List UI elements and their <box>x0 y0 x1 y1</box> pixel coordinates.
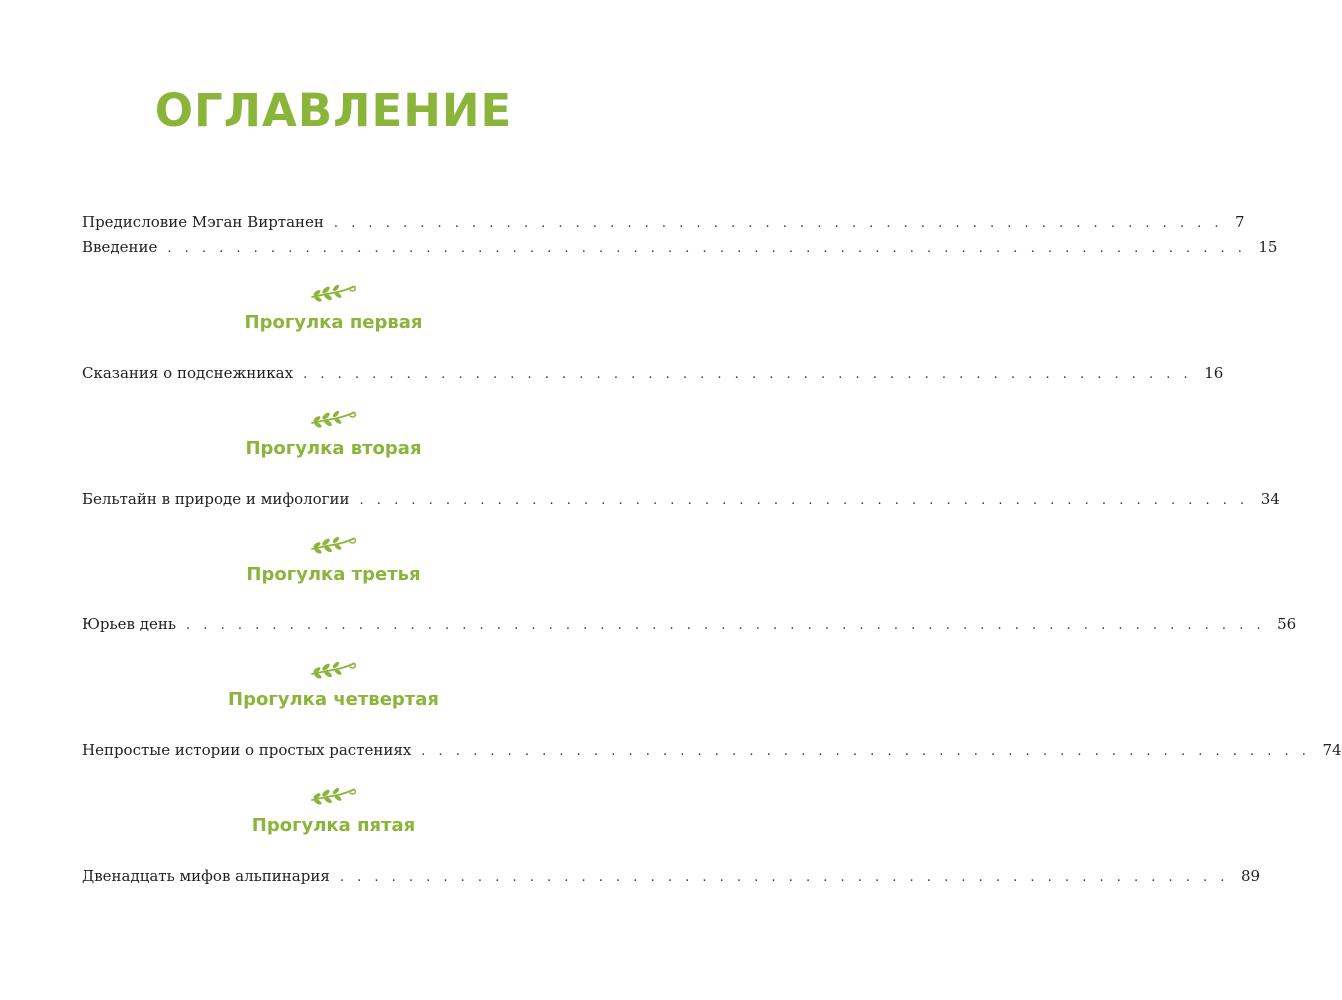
toc-entry-label: Сказания о подснежниках <box>82 364 294 382</box>
toc-entry-label: Бельтайн в природе и мифологии <box>82 490 350 508</box>
sprig-icon <box>308 534 358 556</box>
page-title: ОГЛАВЛЕНИЕ <box>154 84 513 137</box>
toc-entry-introduction[interactable] <box>82 235 1278 259</box>
toc-entry-label: Предисловие Мэган Виртанен <box>82 213 324 231</box>
toc-page-number: 16 <box>1204 364 1224 382</box>
toc-entry-yuriev-day[interactable] <box>82 612 1297 636</box>
toc-page-number: 56 <box>1277 615 1297 633</box>
leader-dots: . . . . . . . . . . . . . . . . . . . . . . . . . . . . . . . . . . . . . . . . . . . . . . . . . . . . . . . . . . . . . . . <box>186 618 1266 633</box>
toc-page-number: 74 <box>1322 741 1342 759</box>
toc-entry-rock-garden[interactable] <box>82 864 1261 888</box>
section-heading-4: Прогулка четвертая <box>228 689 439 710</box>
toc-entry-simple-plants[interactable] <box>82 738 1342 762</box>
toc-entry-preface[interactable] <box>82 210 1245 234</box>
leader-dots: . . . . . . . . . . . . . . . . . . . . . . . . . . . . . . . . . . . . . . . . . . . . . . . . . . . . <box>359 493 1249 508</box>
sprig-icon <box>308 282 358 304</box>
sprig-icon <box>308 659 358 681</box>
section-heading-1: Прогулка первая <box>244 312 423 333</box>
sprig-icon <box>308 408 358 430</box>
leader-dots: . . . . . . . . . . . . . . . . . . . . . . . . . . . . . . . . . . . . . . . . . . . . . . . . . . . . <box>303 367 1193 382</box>
section-heading-5: Прогулка пятая <box>251 815 416 836</box>
toc-entry-label: Непростые истории о простых растениях <box>82 741 412 759</box>
leader-dots: . . . . . . . . . . . . . . . . . . . . . . . . . . . . . . . . . . . . . . . . . . . . . . . . . . . . . . . . . . . . . . . <box>167 241 1247 256</box>
sprig-icon <box>308 785 358 807</box>
toc-entry-snowdrops[interactable] <box>82 361 1224 385</box>
toc-page-number: 89 <box>1240 867 1261 885</box>
toc-page-number: 34 <box>1260 490 1280 508</box>
section-heading-3: Прогулка третья <box>246 564 421 585</box>
toc-entry-label: Юрьев день <box>82 615 177 633</box>
leader-dots: . . . . . . . . . . . . . . . . . . . . . . . . . . . . . . . . . . . . . . . . . . . . . . . . . . . . <box>333 216 1224 231</box>
leader-dots: . . . . . . . . . . . . . . . . . . . . . . . . . . . . . . . . . . . . . . . . . . . . . . . . . . . . <box>421 744 1311 759</box>
toc-page-number: 7 <box>1235 213 1245 231</box>
toc-entry-beltane[interactable] <box>82 487 1280 511</box>
leader-dots: . . . . . . . . . . . . . . . . . . . . . . . . . . . . . . . . . . . . . . . . . . . . . . . . . . . . <box>339 870 1229 885</box>
toc-entry-label: Введение <box>82 238 158 256</box>
section-heading-2: Прогулка вторая <box>245 438 422 459</box>
toc-entry-label: Двенадцать мифов альпинария <box>82 867 330 885</box>
toc-page-number: 15 <box>1258 238 1278 256</box>
